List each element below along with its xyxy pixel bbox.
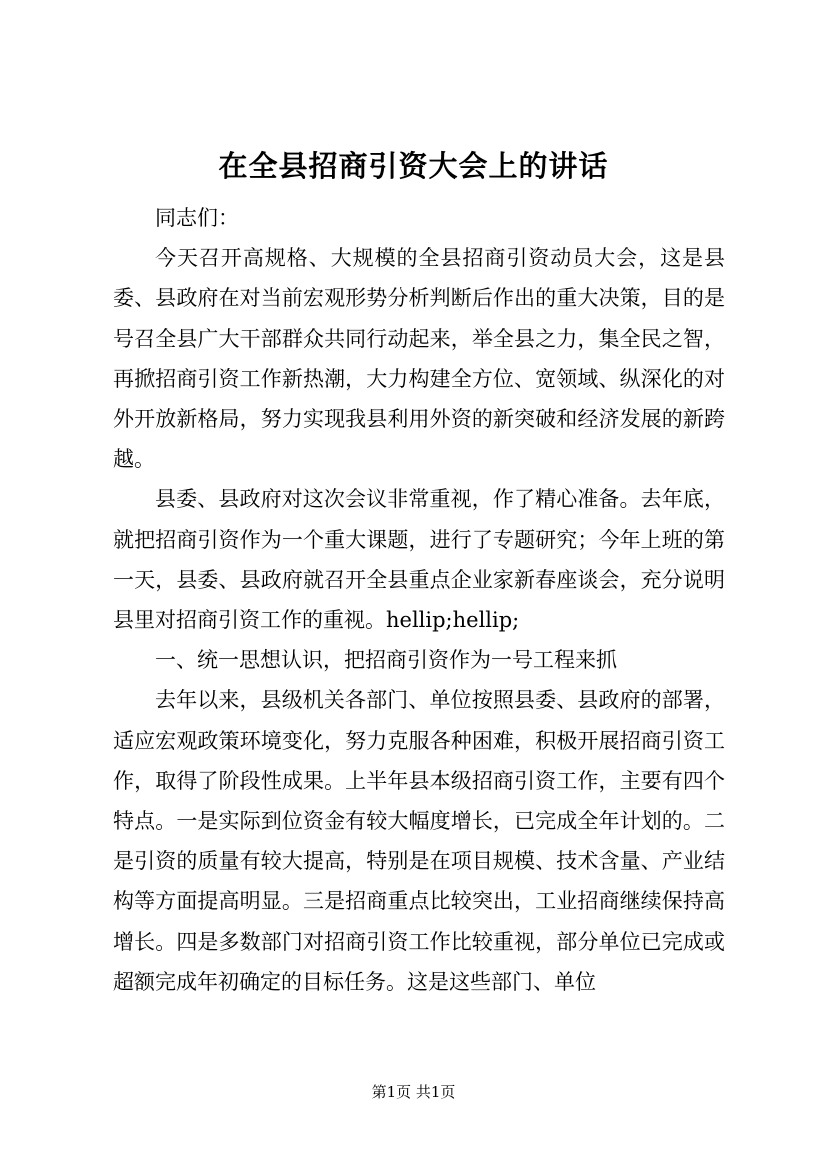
section-heading: 一、统一思想认识，把招商引资作为一号工程来抓 bbox=[155, 648, 617, 673]
document-body bbox=[113, 198, 725, 1002]
page-footer: 第1页 共1页 bbox=[371, 1083, 456, 1101]
body-paragraph: 去年以来，县级机关各部门、单位按照县委、县政府的部署，适应宏观政策环境变化，努力克服各种困难，积极开展招商引资工作，取得了阶段性成果。上半年县本级招商引资工作，主要有四个特点。一是实际到位资金有较大幅度增长，已完成全年计划的。二是引资的质量有较大提高，特别是在项目规模、技术含量、产业结构等方面提高明显。三是招商重点比较突出，工业招商继续保持高增长。四是多数部门对招商引资工作比较重视，部分单位已完成或超额完成年初确定的目标任务。这是这些部门、单位 bbox=[113, 688, 725, 994]
body-paragraph: 县委、县政府对这次会议非常重视，作了精心准备。去年底，就把招商引资作为一个重大课题，进行了专题研究；今年上班的第一天，县委、县政府就召开全县重点企业家新春座谈会，充分说明县里对招商引资工作的重视。hellip;hellip; bbox=[113, 487, 725, 633]
salutation-paragraph: 同志们： bbox=[155, 206, 239, 230]
document-title: 在全县招商引资大会上的讲话 bbox=[218, 149, 609, 183]
body-paragraph: 今天召开高规格、大规模的全县招商引资动员大会，这是县委、县政府在对当前宏观形势分析判断后作出的重大决策，目的是号召全县广大干部群众共同行动起来，举全县之力，集全民之智，再掀招商引资工作新热潮，大力构建全方位、宽领域、纵深化的对外开放新格局，努力实现我县利用外资的新突破和经济发展的新跨越。 bbox=[113, 246, 725, 472]
